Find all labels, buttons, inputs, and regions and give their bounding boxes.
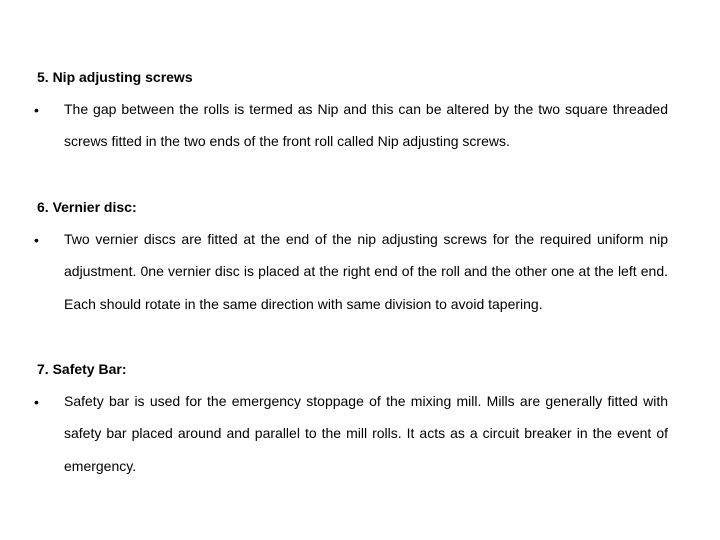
bullet-marker: • [34, 232, 39, 248]
section-paragraph-safety-bar: Safety bar is used for the emergency stoppage of the mixing mill. Mills are generally fitted with safety bar placed around and parallel to the mill rolls. It acts as a circuit breaker in the event of emergency. [64, 393, 668, 474]
bullet-marker: • [34, 102, 39, 118]
section-paragraph-nip-adjusting-screws: The gap between the rolls is termed as Nip and this can be altered by the two square threaded screws fitted in the two ends of the front roll called Nip adjusting screws. [64, 101, 668, 150]
section-heading-safety-bar: 7. Safety Bar: [37, 361, 127, 377]
bullet-marker: • [34, 394, 39, 410]
section-heading-nip-adjusting-screws: 5. Nip adjusting screws [37, 69, 193, 85]
section-paragraph-vernier-disc: Two vernier discs are fitted at the end of the nip adjusting screws for the required uniform nip adjustment. 0ne vernier disc is placed at the right end of the roll and the other one at the left end. Each should rotate in the same direction with same division to avoid tapering. [64, 231, 668, 312]
section-heading-vernier-disc: 6. Vernier disc: [37, 199, 137, 215]
